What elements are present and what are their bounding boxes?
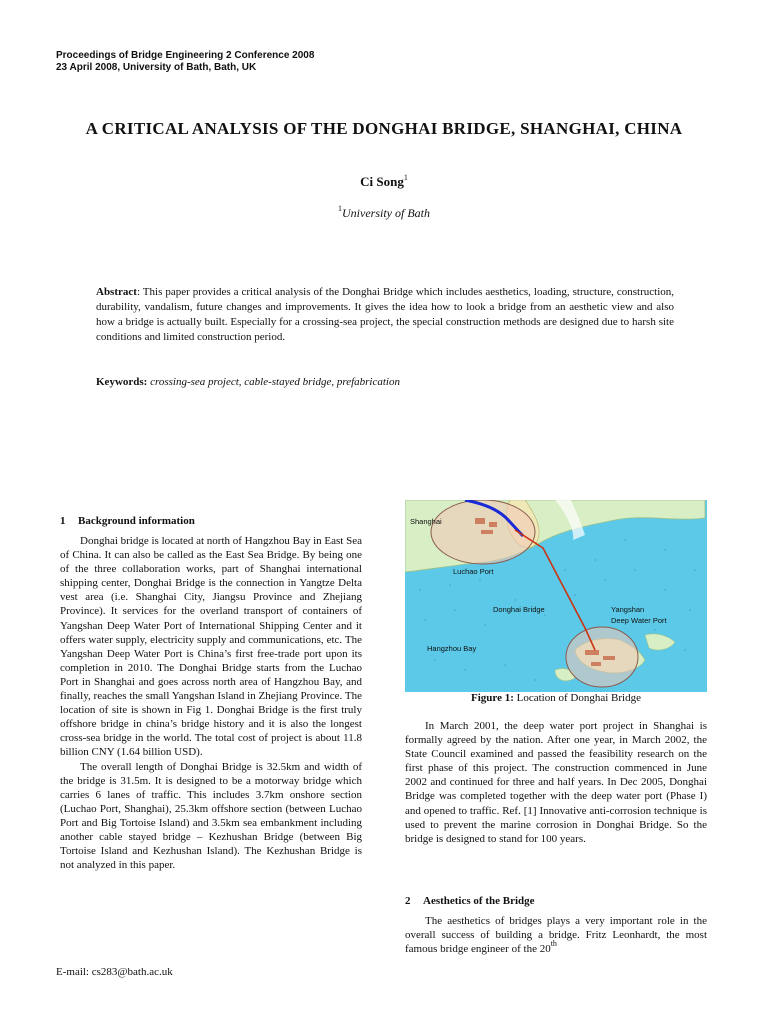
section-1-heading <box>60 515 195 527</box>
section-2-title: Aesthetics of the Bridge <box>423 895 535 907</box>
figure-1-caption-text: Location of Donghai Bridge <box>513 692 641 704</box>
right-column-paragraph: In March 2001, the deep water port project in Shanghai is formally agreed by the nation. After one year, in March 2002, the State Council examined and passed the feasibility research on the first phase of this project. The construction commenced in June 2002 and continued for three and half years. In Dec 2005, Donghai Bridge was completed together with the deep water port (Phase I) and opened to traffic. Ref. [1] Innovative anti-corrosion technique is used to prevent the marine corrosion in Donghai Bridge. So the bridge is designed to stand for 100 years. <box>405 720 707 845</box>
label-hangzhou-bay: Hangzhou Bay <box>427 644 477 653</box>
affiliation <box>0 206 768 221</box>
section-2-paragraph <box>405 914 707 956</box>
abstract <box>96 285 674 345</box>
abstract-label: Abstract <box>96 286 137 298</box>
figure-1-label: Figure 1: <box>471 692 514 704</box>
label-luchao-port: Luchao Port <box>453 567 494 576</box>
section-1-number: 1 <box>60 515 66 527</box>
figure-1-caption <box>405 692 707 704</box>
section-1-title: Background information <box>78 515 195 527</box>
left-column <box>60 534 362 872</box>
affiliation-superscript: 1 <box>338 204 342 213</box>
author <box>0 174 768 190</box>
right-column <box>405 719 707 846</box>
affiliation-name: University of Bath <box>342 206 430 220</box>
conference-header <box>56 50 314 74</box>
section-2-heading <box>405 895 535 907</box>
abstract-text: : This paper provides a critical analysis of the Donghai Bridge which includes aesthetics, loading, structure, construction, durability, vandalism, future changes and improvements. It gives the idea how to look a bridge from an aesthetic view and also how a bridge is actually built. Especially for a crossing-sea project, the special construction methods are designed due to harsh site conditions and limited construction period. <box>96 286 674 343</box>
label-donghai-bridge: Donghai Bridge <box>493 605 545 614</box>
keywords-value: crossing-sea project, cable-stayed bridge, prefabrication <box>150 376 400 388</box>
figure-1-map <box>405 500 707 692</box>
keywords <box>96 375 674 390</box>
section-2-number: 2 <box>405 895 411 907</box>
conference-date-place: 23 April 2008, University of Bath, Bath, UK <box>56 62 257 73</box>
label-shanghai: Shanghai <box>410 517 442 526</box>
author-email: E-mail: cs283@bath.ac.uk <box>56 966 173 978</box>
section-1-paragraph: Donghai bridge is located at north of Hangzhou Bay in East Sea of China. It can also be called as the East Sea Bridge. By being one of the three collaboration works, part of Shanghai international shipping center, Donghai Bridge is the connection in Yangtze Delta vest area (i.e. Shanghai City, Jiangsu Province and Zhejiang Province). It services for the overland transport of containers of Yangshan Deep Water Port of International Shipping Center and it offers water supply, electricity supply and communications, etc. The Yangshan Deep Water Port is China’s first free-trade port upon its completion in 2010. The Donghai Bridge starts from the Luchao Port in Shanghai and goes across north area of Hangzhou Bay, and finally, reaches the small Yangshan Island in Zhejiang Province. The location of site is shown in Fig 1. Donghai Bridge is the first truly offshore bridge in china’s bridge history and it is also the longest cross-sea bridge in the world. The total cost of project is about 11.8 billion CNY (1.64 billion USD). <box>60 535 362 759</box>
paper-title: A CRITICAL ANALYSIS OF THE DONGHAI BRIDGE, SHANGHAI, CHINA <box>85 119 683 138</box>
author-name: Ci Song <box>360 174 404 189</box>
author-superscript: 1 <box>403 173 408 182</box>
section-2-superscript: th <box>550 939 557 949</box>
keywords-label: Keywords: <box>96 376 148 388</box>
section-2-text: The aesthetics of bridges plays a very important role in the overall success of building a bridge. Fritz Leonhardt, the most famous bridge engineer of the 20 <box>405 915 707 956</box>
label-deep-water-port: Deep Water Port <box>611 616 667 625</box>
conference-name: Proceedings of Bridge Engineering 2 Conference 2008 <box>56 50 315 61</box>
section-1-paragraph: The overall length of Donghai Bridge is 32.5km and width of the bridge is 31.5m. It is designed to be a motorway bridge which carries 6 lanes of traffic. This includes 3.7km onshore section (Luchao Port, Shanghai), 25.3km offshore section (between Luchao Port and Big Tortoise Island) and 3.5km sea embankment including another cable stayed bridge – Kezhushan Bridge (between Big Tortoise Island and Kezhushan Island). The Kezhushan Bridge is not analyzed in this paper. <box>60 760 362 872</box>
location-map <box>405 500 707 692</box>
yangshan-highlight-circle <box>566 627 638 687</box>
label-yangshan: Yangshan <box>611 605 645 614</box>
section-2-body <box>405 914 707 956</box>
